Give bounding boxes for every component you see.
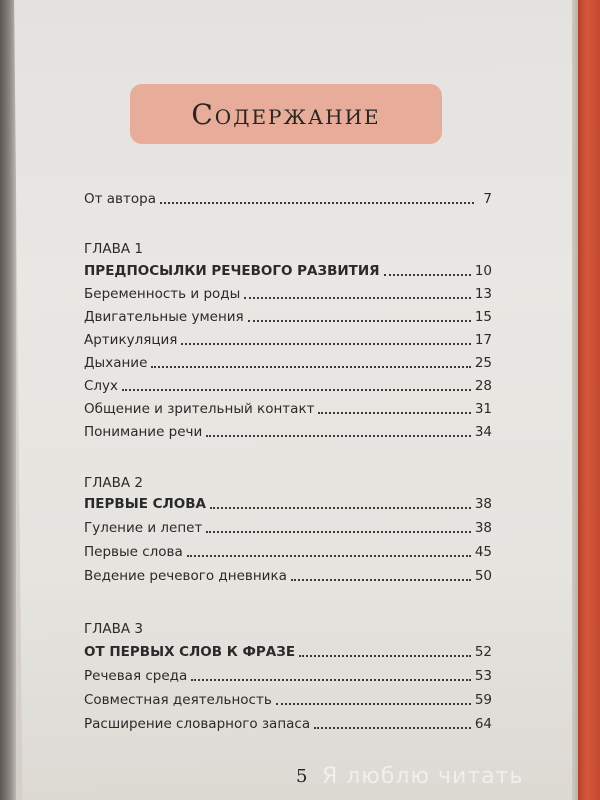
toc-entry [84, 543, 492, 561]
toc-label: Артикуляция [84, 332, 178, 348]
toc-label: Совместная деятельность [84, 692, 272, 708]
leader-dots [206, 435, 471, 437]
toc-page: 53 [474, 668, 492, 684]
watermark-text: Я люблю читать [322, 764, 524, 789]
leader-dots [314, 727, 471, 729]
toc-page: 38 [474, 496, 492, 512]
leader-dots [248, 320, 471, 322]
leader-dots [299, 655, 471, 657]
toc-label: Расширение словарного запаса [84, 716, 311, 732]
toc-label: Ведение речевого дневника [84, 568, 287, 584]
leader-dots [318, 412, 470, 414]
toc-entry [84, 331, 492, 349]
leader-dots [206, 531, 470, 533]
toc-label: ОТ ПЕРВЫХ СЛОВ К ФРАЗЕ [84, 644, 296, 660]
toc-entry [84, 400, 492, 418]
toc-entry [84, 691, 492, 709]
leader-dots [191, 679, 471, 681]
toc-page: 10 [474, 263, 492, 279]
toc-page: 25 [474, 355, 492, 371]
leader-dots [151, 366, 470, 368]
toc-page: 13 [474, 286, 492, 302]
toc-entry [84, 667, 492, 685]
leader-dots [181, 343, 470, 345]
leader-dots [384, 274, 471, 276]
toc-page: 45 [474, 544, 492, 560]
toc-label: Беременность и роды [84, 286, 241, 302]
page-title: Содержание [191, 97, 381, 131]
book-gutter-shadow [0, 0, 16, 800]
toc-label: Гуление и лепет [84, 520, 203, 536]
toc-entry [84, 519, 492, 537]
toc-page: 64 [474, 716, 492, 732]
toc-page: 28 [474, 378, 492, 394]
toc-page: 7 [483, 191, 492, 207]
toc-label: Речевая среда [84, 668, 188, 684]
title-banner [130, 84, 442, 144]
toc-label: Двигательные умения [84, 309, 244, 325]
toc-page: 59 [474, 692, 492, 708]
leader-dots [210, 507, 471, 509]
toc-entry [84, 285, 492, 303]
toc-label: От автора [84, 191, 156, 207]
chapter-3-heading [84, 643, 492, 661]
toc-label: Первые слова [84, 544, 183, 560]
toc-page: 34 [474, 424, 492, 440]
toc-label: Общение и зрительный контакт [84, 401, 315, 417]
toc-label: ПЕРВЫЕ СЛОВА [84, 496, 206, 512]
toc-entry [84, 308, 492, 326]
leader-dots [160, 202, 474, 204]
leader-dots [187, 555, 471, 557]
chapter-3-label: ГЛАВА 3 [84, 621, 143, 637]
toc-label: Дыхание [84, 355, 148, 371]
toc-label: ПРЕДПОСЫЛКИ РЕЧЕВОГО РАЗВИТИЯ [84, 263, 380, 279]
toc-entry [84, 354, 492, 372]
toc-page: 15 [474, 309, 492, 325]
book-cover-edge [578, 0, 600, 800]
toc-label: Понимание речи [84, 424, 203, 440]
toc-entry [84, 377, 492, 395]
leader-dots [122, 389, 471, 391]
toc-page: 52 [474, 644, 492, 660]
leader-dots [244, 297, 471, 299]
chapter-2-heading [84, 495, 492, 513]
chapter-1-heading [84, 262, 492, 280]
toc-entry [84, 567, 492, 585]
toc-page: 38 [474, 520, 492, 536]
toc-entry [84, 715, 492, 733]
toc-label: Слух [84, 378, 119, 394]
toc-page: 17 [474, 332, 492, 348]
leader-dots [276, 703, 471, 705]
page-number: 5 [296, 766, 308, 787]
leader-dots [291, 579, 471, 581]
toc-page: 31 [474, 401, 492, 417]
chapter-1-label: ГЛАВА 1 [84, 241, 143, 257]
toc-entry [84, 423, 492, 441]
chapter-2-label: ГЛАВА 2 [84, 475, 143, 491]
toc-page: 50 [474, 568, 492, 584]
toc-entry-author [84, 190, 492, 208]
